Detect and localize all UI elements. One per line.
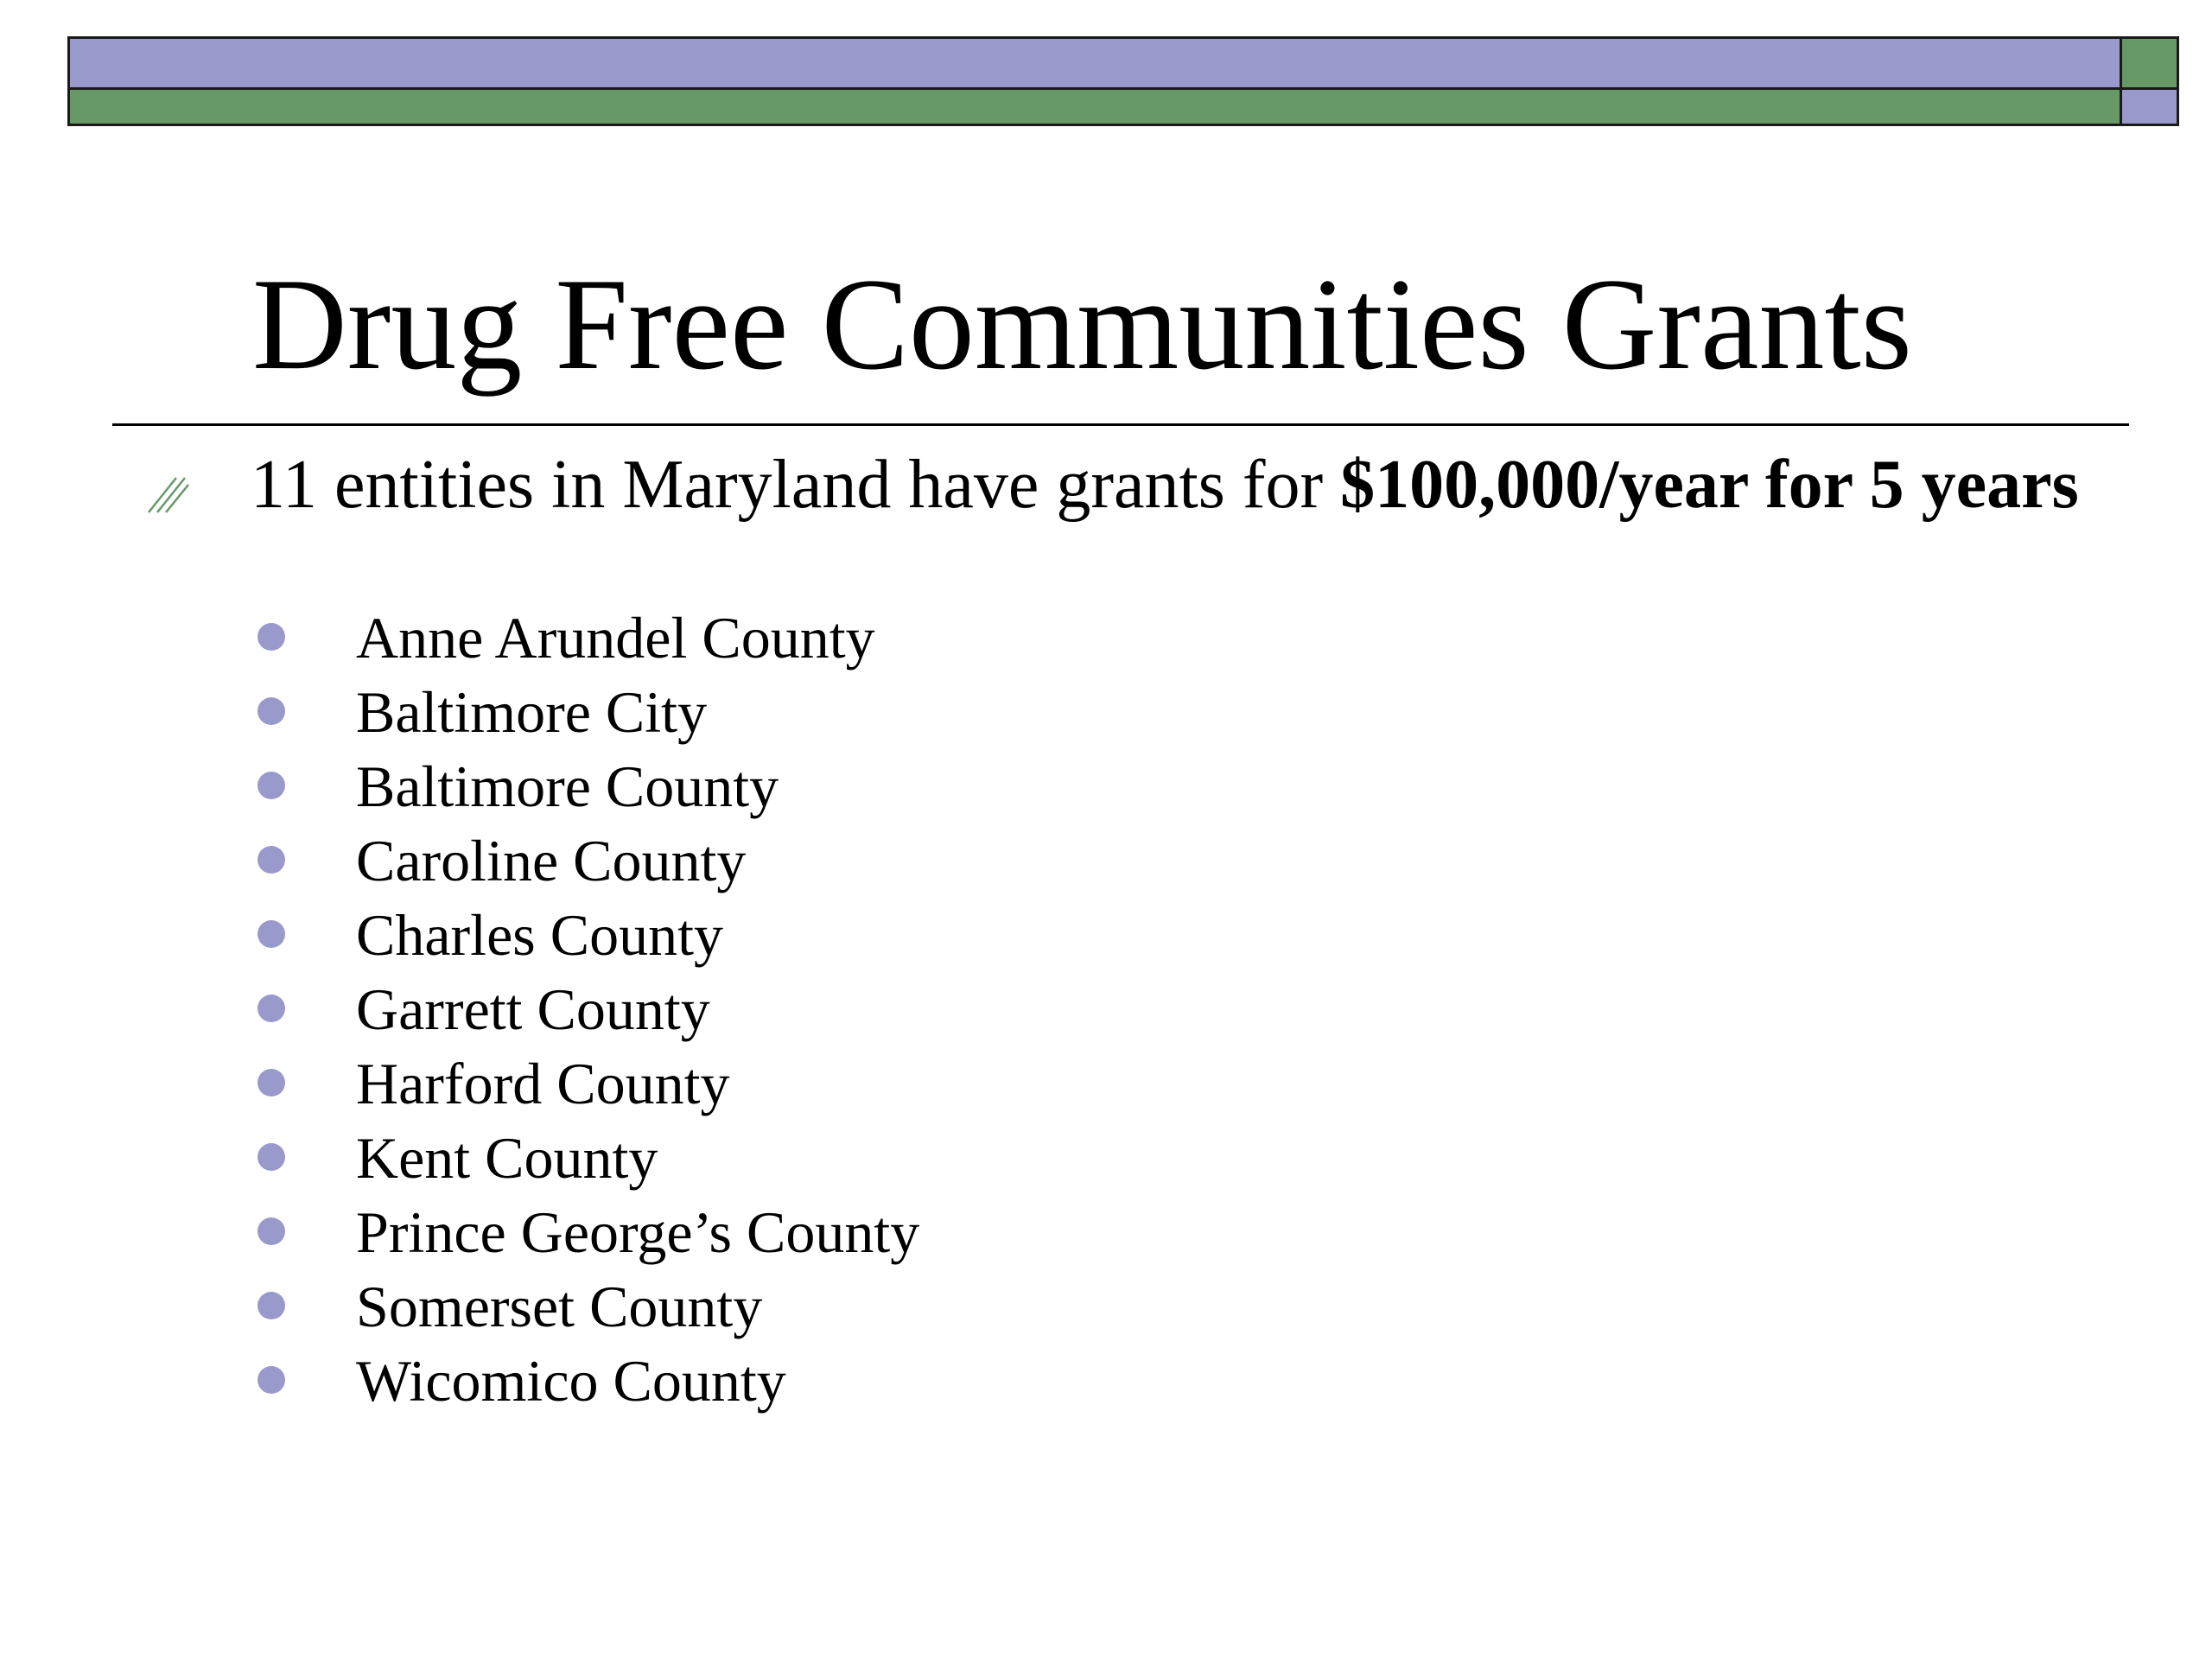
header-corner-green [2122, 36, 2179, 90]
entity-label: Charles County [356, 902, 723, 968]
main-bullet-bold: $100,000/year for 5 years [1340, 447, 2079, 523]
header-bar-green [67, 90, 2122, 126]
main-bullet-text [251, 448, 2108, 522]
bullet-dot-icon [257, 1217, 285, 1245]
bullet-dot-icon [257, 623, 285, 651]
entity-label: Anne Arundel County [356, 605, 875, 671]
entity-label: Somerset County [356, 1274, 763, 1339]
entity-label: Caroline County [356, 828, 747, 893]
bullet-dot-icon [257, 1366, 285, 1394]
entity-label: Kent County [356, 1125, 658, 1191]
entity-label: Garrett County [356, 976, 710, 1042]
header-bar-purple [67, 36, 2122, 90]
bullet-dot-icon [257, 846, 285, 874]
entity-label: Prince George’s County [356, 1199, 920, 1265]
bullet-dot-icon [257, 1292, 285, 1319]
entity-label: Baltimore City [356, 679, 708, 745]
title-divider [112, 423, 2129, 426]
entity-label: Harford County [356, 1051, 730, 1116]
entity-label: Wicomico County [356, 1348, 786, 1414]
slide-title: Drug Free Communities Grants [252, 251, 1912, 397]
entity-label: Baltimore County [356, 753, 779, 819]
bullet-dot-icon [257, 1069, 285, 1096]
bullet-dot-icon [257, 1143, 285, 1171]
bullet-dot-icon [257, 697, 285, 725]
header-corner-purple [2122, 90, 2179, 126]
bullet-dot-icon [257, 995, 285, 1022]
bullet-dot-icon [257, 920, 285, 948]
hatch-lines-icon [145, 471, 190, 516]
bullet-dot-icon [257, 772, 285, 799]
main-bullet-plain: 11 entities in Maryland have grants for [251, 447, 1341, 523]
